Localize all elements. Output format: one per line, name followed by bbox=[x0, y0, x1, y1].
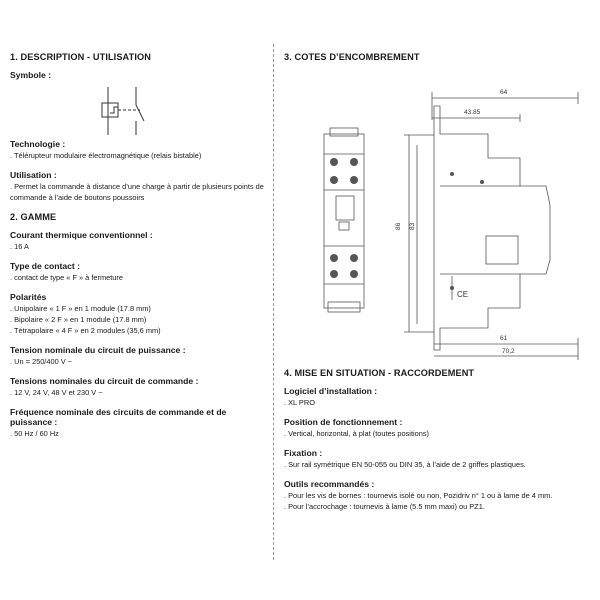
column-divider bbox=[273, 44, 274, 560]
dim-86: 86 bbox=[395, 222, 402, 230]
utilisation-text: . Permet la commande à distance d’une charge à partir de plusieurs points de commande à l’aide de boutons poussoirs bbox=[10, 182, 264, 202]
dim-83: 83 bbox=[409, 222, 416, 230]
right-column bbox=[284, 44, 590, 521]
section-3-title: 3. COTES D’ENCOMBREMENT bbox=[284, 52, 420, 62]
section-4-title: 4. MISE EN SITUATION - RACCORDEMENT bbox=[284, 368, 475, 378]
dimension-drawing bbox=[284, 70, 584, 360]
logiciel-text: . XL PRO bbox=[284, 398, 315, 407]
dim-70-2: 70,2 bbox=[502, 348, 515, 355]
dim-64: 64 bbox=[500, 89, 508, 96]
contact-type-text: . contact de type « F » à fermeture bbox=[10, 273, 123, 282]
symbol-area bbox=[10, 81, 265, 139]
fixation-text: . Sur rail symétrique EN 50-055 ou DIN 35, à l’aide de 2 griffes plastiques. bbox=[284, 460, 526, 469]
frequence-label: Fréquence nominale des circuits de commande et de puissance : bbox=[10, 407, 227, 427]
polarites-item: . Unipolaire « 1 F » en 1 module (17.8 mm) bbox=[10, 304, 151, 313]
fixation-label: Fixation : bbox=[284, 448, 323, 458]
left-column bbox=[10, 44, 265, 448]
contact-type-label: Type de contact : bbox=[10, 261, 81, 271]
ce-mark-icon: CE bbox=[457, 290, 469, 299]
section-2-title: 2. GAMME bbox=[10, 212, 57, 222]
polarites-item: . Bipolaire « 2 F » en 1 module (17.8 mm) bbox=[10, 315, 147, 324]
utilisation-label: Utilisation : bbox=[10, 170, 57, 180]
symbol-label: Symbole : bbox=[10, 70, 52, 80]
courant-label: Courant thermique conventionnel : bbox=[10, 230, 153, 240]
technologie-label: Technologie : bbox=[10, 139, 66, 149]
dimension-drawing-svg bbox=[284, 70, 584, 360]
frequence-text: . 50 Hz / 60 Hz bbox=[10, 429, 59, 438]
tension-puissance-text: . Un = 250/400 V ~ bbox=[10, 357, 73, 366]
dim-61: 61 bbox=[500, 335, 508, 342]
logiciel-label: Logiciel d’installation : bbox=[284, 386, 378, 396]
courant-text: . 16 A bbox=[10, 242, 29, 251]
polarites-label: Polarités bbox=[10, 292, 47, 302]
polarites-item: . Tétrapolaire « 4 F » en 2 modules (35,6 mm) bbox=[10, 326, 161, 335]
position-label: Position de fonctionnement : bbox=[284, 417, 403, 427]
outils-label: Outils recommandés : bbox=[284, 479, 375, 489]
tensions-commande-label: Tensions nominales du circuit de commande : bbox=[10, 376, 199, 386]
tensions-commande-text: . 12 V, 24 V, 48 V et 230 V ~ bbox=[10, 388, 103, 397]
position-text: . Vertical, horizontal, à plat (toutes positions) bbox=[284, 429, 430, 438]
section-1-title: 1. DESCRIPTION - UTILISATION bbox=[10, 52, 151, 62]
contact-symbol-icon bbox=[88, 83, 158, 139]
tension-puissance-label: Tension nominale du circuit de puissance : bbox=[10, 345, 186, 355]
dim-43-85: 43.85 bbox=[464, 109, 481, 116]
outils-item: . Pour l’accrochage : tournevis à lame (5.5 mm maxi) ou PZ1. bbox=[284, 502, 485, 511]
outils-item: . Pour les vis de bornes : tournevis isolé ou non, Pozidriv n° 1 ou à lame de 4 mm. bbox=[284, 491, 553, 500]
technologie-text: . Télérupteur modulaire électromagnétique (relais bistable) bbox=[10, 151, 202, 160]
